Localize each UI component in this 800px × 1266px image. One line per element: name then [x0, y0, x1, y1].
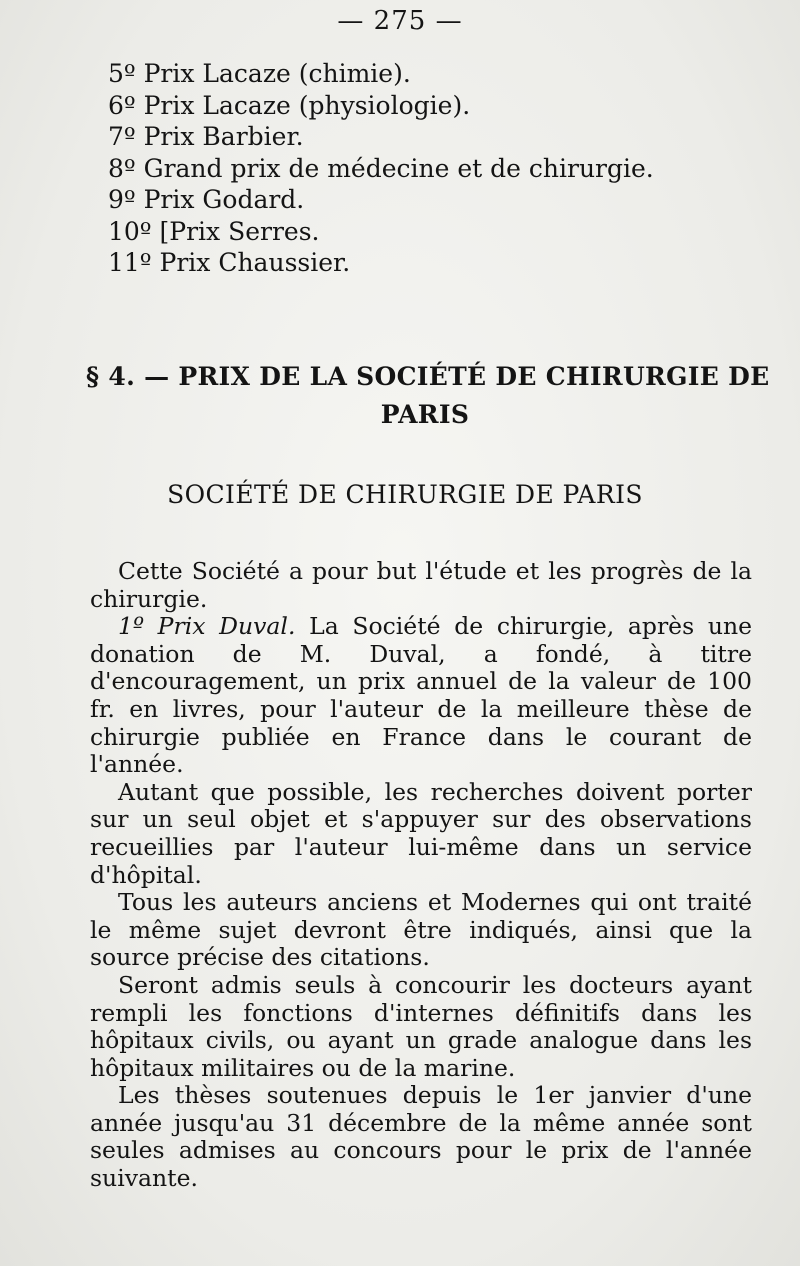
paragraph-prix-duval: [90, 613, 752, 779]
list-item: 7º Prix Barbier.: [108, 122, 304, 151]
paragraph-theses: Les thèses soutenues depuis le 1er janvier d'une année jusqu'au 31 décembre de la même année sont seules admises au concours pour le prix de l'année suivante.: [90, 1081, 752, 1193]
section-heading-line1: § 4. — PRIX DE LA SOCIÉTÉ DE CHIRURGIE DE: [86, 362, 770, 391]
prix-duval-text: La Société de chirurgie, après une donation de M. Duval, a fondé, à titre d'encouragement, un prix annuel de la valeur de 100 fr. en livres, pour l'auteur de la meilleure thèse de chirurgie publiée en France dans le courant de l'année.: [90, 612, 752, 779]
society-title: SOCIÉTÉ DE CHIRURGIE DE PARIS: [167, 480, 643, 509]
list-item: 6º Prix Lacaze (physiologie).: [108, 90, 471, 120]
list-item: 5º Prix Lacaze (chimie).: [108, 59, 411, 88]
prize-list: [108, 58, 748, 279]
list-item: 11º Prix Chaussier.: [108, 248, 351, 277]
paragraph-authors: Tous les auteurs anciens et Modernes qui ont traité le même sujet devront être indiqués, ainsi que la source précise des citations.: [90, 888, 752, 972]
list-item: 10º [Prix Serres.: [108, 216, 320, 246]
prix-duval-lead: 1º Prix Duval.: [118, 612, 296, 641]
page-number: — 275 —: [337, 6, 463, 36]
list-item: 8º Grand prix de médecine et de chirurgie.: [108, 153, 654, 183]
paragraph-aim: Cette Société a pour but l'étude et les progrès de la chirurgie.: [90, 557, 752, 613]
paragraph-research: Autant que possible, les recherches doivent porter sur un seul objet et s'appuyer sur des observations recueillies par l'auteur lui-même dans un service d'hôpital.: [90, 777, 752, 889]
body-text: [90, 558, 752, 1193]
section-heading-line2: PARIS: [380, 400, 470, 429]
paragraph-eligibility: Seront admis seuls à concourir les docteurs ayant rempli les fonctions d'internes définitifs dans les hôpitaux civils, ou ayant un grade analogue dans les hôpitaux militaires ou de la marine.: [90, 970, 752, 1082]
list-item: 9º Prix Godard.: [108, 185, 305, 214]
section-heading: [80, 358, 770, 434]
